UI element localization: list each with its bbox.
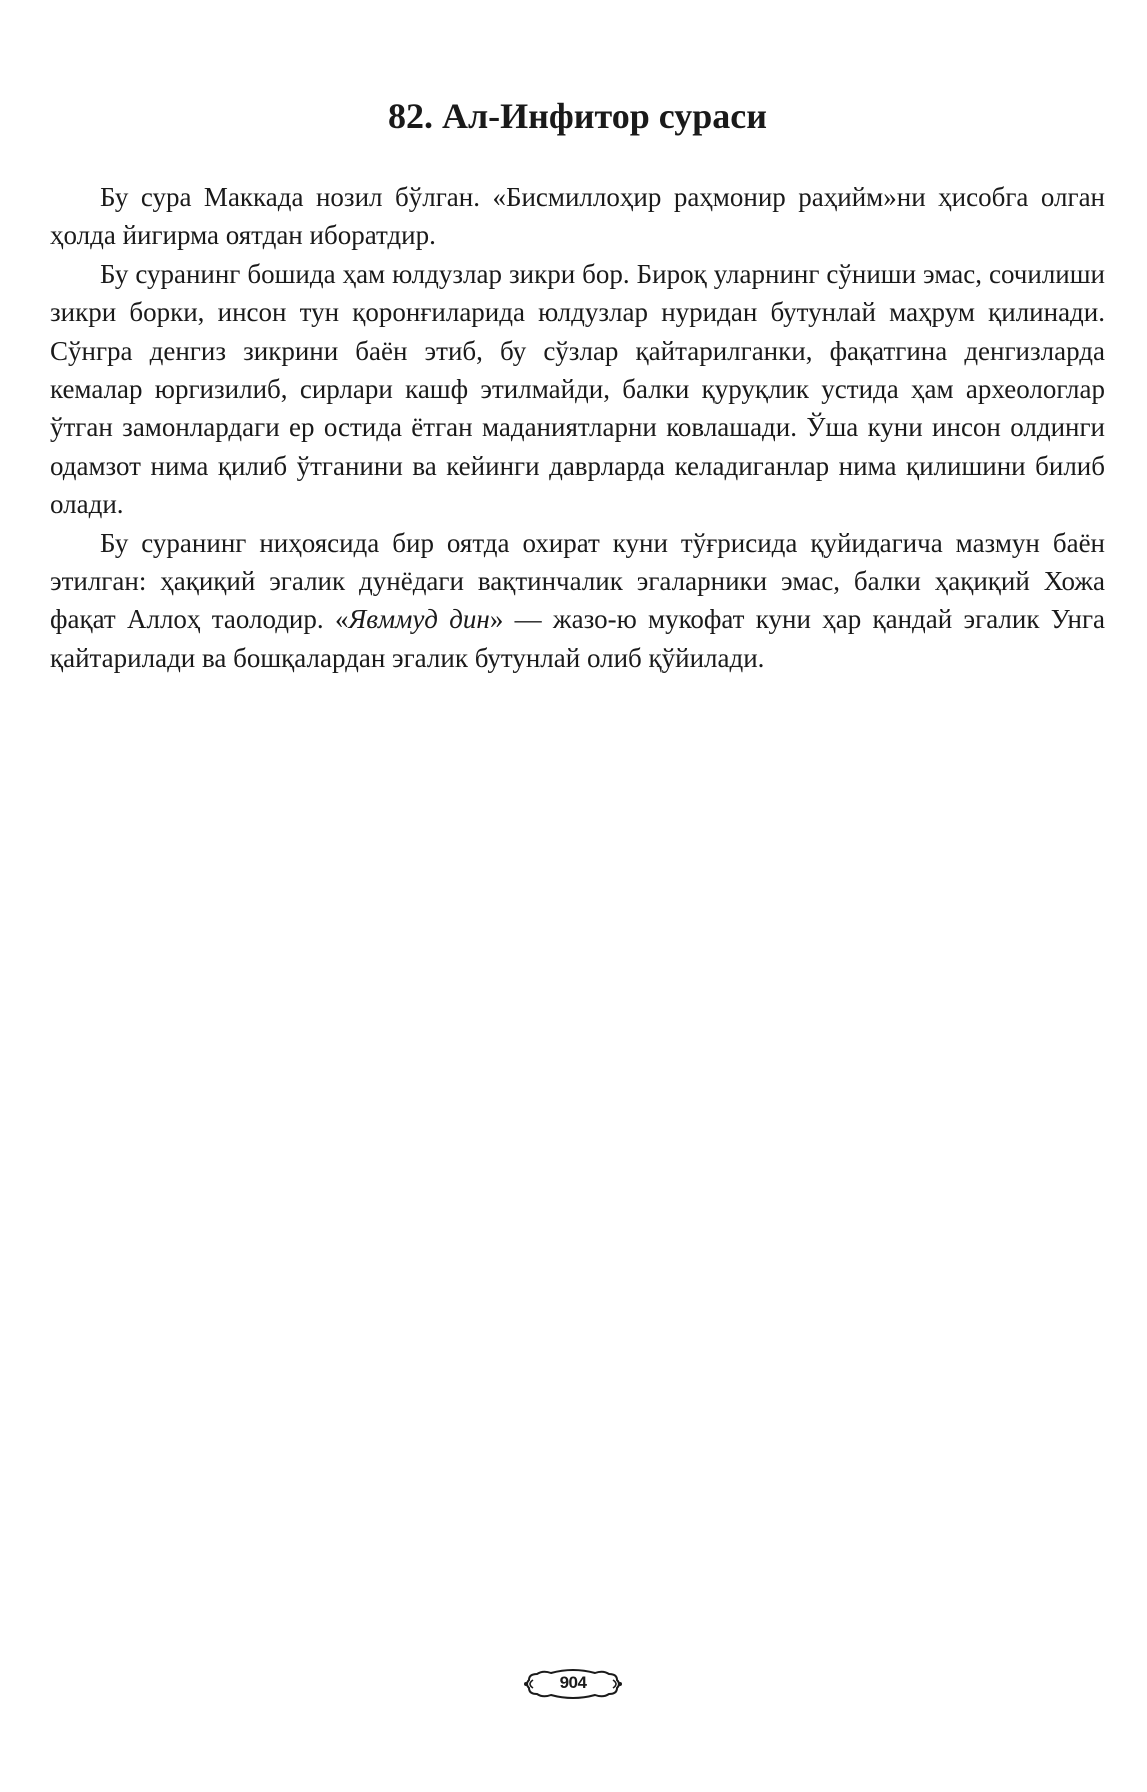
chapter-title: 82. Ал-Инфитор сураси xyxy=(387,96,768,136)
document-page xyxy=(50,0,1105,1792)
paragraph-conclusion-part2: » — жазо-ю мукофат куни ҳар қандай эгалик Унга қайтарилади ва бошқалардан эгалик бутунлай олиб қўйилади. xyxy=(50,604,1106,673)
body-text xyxy=(50,178,1105,677)
paragraph-conclusion xyxy=(50,524,1105,678)
italic-term: Явммуд дин xyxy=(348,604,490,635)
page-number: 904 xyxy=(559,1673,587,1692)
paragraph-conclusion-part1: Бу суранинг ниҳоясида бир оятда охират куни тўғрисида қуйидагича мазмун баён этилган: ҳақиқий эгалик дунёдаги вақтинчалик эгаларники эмас, балки ҳақиқий Хожа фақат Аллоҳ таолодир. « xyxy=(50,527,1105,635)
page-number-ornament xyxy=(523,1664,623,1704)
paragraph-intro: Бу сура Маккада нозил бўлган. «Бисмиллоҳир раҳмонир раҳийм»ни ҳисобга олган ҳолда йигирма оятдан иборатдир. xyxy=(50,182,1105,251)
paragraph-stars-sea: Бу суранинг бошида ҳам юлдузлар зикри бор. Бироқ уларнинг сўниши эмас, сочилиши зикри борки, инсон тун қоронғиларида юлдузлар нуридан бутунлай маҳрум қилинади. Сўнгра денгиз зикрини баён этиб, бу сўзлар қайтарилганки, фақатгина денгизларда кемалар юргизилиб, сирлари кашф этилмайди, балки қуруқлик устида ҳам археологлар ўтган замонлардаги ер остида ётган маданиятларни ковлашади. Ўша куни инсон олдинги одамзот нима қилиб ўтганини ва кейинги даврларда келадиганлар нима қилишини билиб олади. xyxy=(50,258,1105,520)
